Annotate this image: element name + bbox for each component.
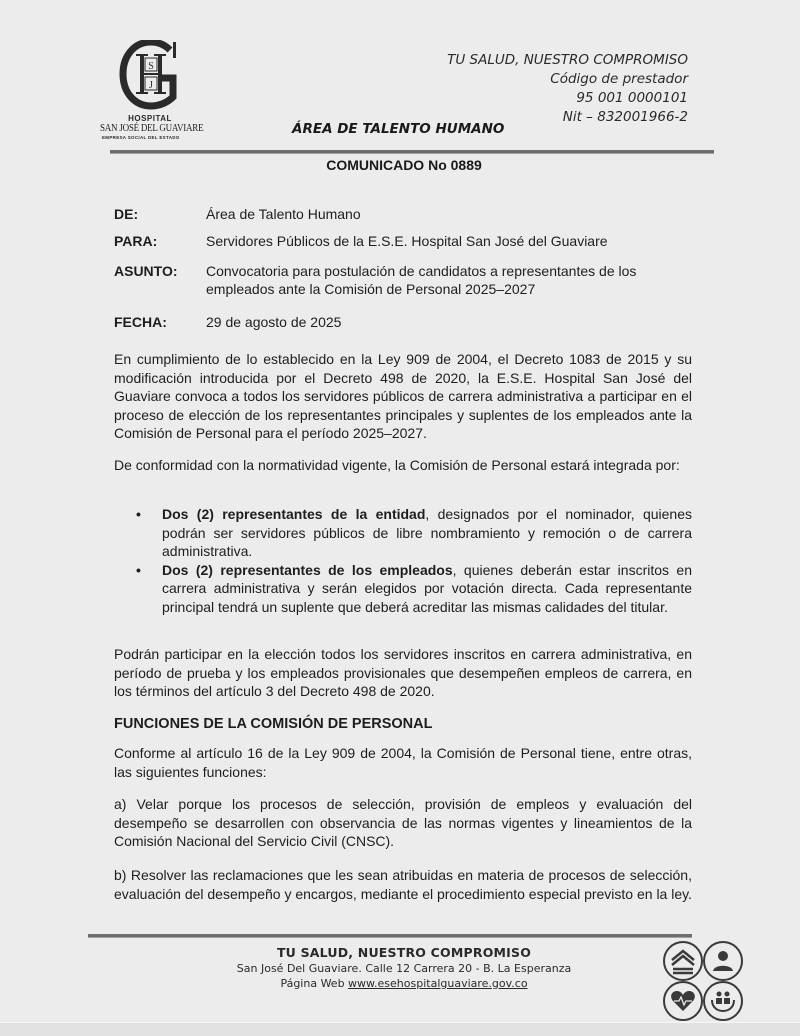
bullet-icon: • — [136, 561, 141, 578]
monogram-logo-icon — [118, 40, 188, 110]
heart-pulse-icon — [664, 982, 702, 1020]
de-value: Área de Talento Humano — [206, 206, 361, 222]
functions-intro-paragraph: Conforme al artículo 16 de la Ley 909 de 2004, la Comisión de Personal tiene, entre otras, las siguientes funciones: — [114, 745, 692, 780]
meta-asunto — [114, 262, 704, 298]
para-value: Servidores Públicos de la E.S.E. Hospital San José del Guaviare — [206, 233, 608, 249]
building-icon — [664, 942, 702, 980]
footer-divider — [88, 934, 692, 938]
list-item-text: , quienes deberán estar inscritos en carrera administrativa y serán elegidos por votación directa. Cada representante principal tendrá un suplente que deberá acreditar las mismas calidades del titular. — [162, 561, 692, 615]
hospital-logo — [100, 40, 204, 140]
meta-fecha — [114, 313, 341, 331]
composition-list — [134, 505, 692, 617]
area-title: ÁREA DE TALENTO HUMANO — [292, 121, 505, 137]
fecha-label: FECHA: — [114, 314, 167, 330]
asunto-value: Convocatoria para postulación de candidatos a representantes de los empleados ante la Comisión de Personal 2025–2027 — [206, 263, 637, 297]
list-item-bold: Dos (2) representantes de los empleados — [162, 561, 453, 578]
provider-code: 95 001 0000101 — [576, 90, 688, 106]
eligibility-paragraph: Podrán participar en la elección todos los servidores inscritos en carrera administrativa, en período de prueba y los empleados provisionales que desempeñen empleos de carrera, en los términos del artículo 3 del Decreto 498 de 2020. — [114, 646, 692, 700]
de-label: DE: — [114, 206, 139, 222]
logo-subtitle: EMPRESA SOCIAL DEL ESTADO — [102, 135, 180, 140]
section-heading: FUNCIONES DE LA COMISIÓN DE PERSONAL — [114, 716, 433, 732]
composition-paragraph: De conformidad con la normatividad vigente, la Comisión de Personal estará integrada por: — [114, 457, 680, 473]
footer-address: San José Del Guaviare. Calle 12 Carrera 20 - B. La Esperanza — [236, 962, 572, 975]
header-divider — [110, 150, 714, 154]
logo-letter-s: S — [148, 61, 154, 72]
meta-de — [114, 205, 361, 223]
footer-services-emblem — [662, 940, 744, 1022]
family-care-icon — [704, 982, 742, 1020]
doctor-icon — [704, 942, 742, 980]
logo-hospital-name: SAN JOSÉ DEL GUAVIARE — [100, 122, 204, 134]
function-b: b) Resolver las reclamaciones que les sean atribuidas en materia de procesos de selección, evaluación del desempeño y encargos, mediante el procedimiento especial previsto en la ley. — [114, 867, 692, 902]
footer-motto: TU SALUD, NUESTRO COMPROMISO — [276, 945, 532, 960]
meta-para — [114, 232, 608, 250]
function-a: a) Velar porque los procesos de selección, provisión de empleos y evaluación del desempeño se desarrollen con observancia de las normas vigentes y lineamientos de la Comisión Nacional del Servicio Civil (CNSC). — [114, 796, 692, 850]
para-label: PARA: — [114, 233, 158, 249]
fecha-value: 29 de agosto de 2025 — [206, 314, 342, 330]
provider-code-label: Código de prestador — [550, 71, 688, 87]
logo-hospital-label: HOSPITAL — [128, 114, 172, 123]
logo-letter-j: J — [149, 80, 153, 91]
document-title: COMUNICADO No 0889 — [326, 157, 482, 173]
list-item — [134, 505, 692, 561]
header-motto: TU SALUD, NUESTRO COMPROMISO — [447, 52, 688, 68]
asunto-label: ASUNTO: — [114, 263, 178, 279]
list-item — [134, 561, 692, 617]
list-item-bold: Dos (2) representantes de la entidad — [162, 506, 426, 522]
intro-paragraph: En cumplimiento de lo establecido en la Ley 909 de 2004, el Decreto 1083 de 2015 y su modificación introducida por el Decreto 498 de 2020, la E.S.E. Hospital San José del Guaviare convoca a todos los servidores públicos de carrera administrativa a participar en el proceso de elección de los representantes principales y suplentes de los empleados ante la Comisión de Personal para el período 2025–2027. — [114, 351, 692, 442]
footer-web-label: Página Web — [280, 977, 345, 990]
viewer-bottom-bar — [0, 1022, 800, 1036]
bullet-icon: • — [136, 506, 141, 522]
list-item-text: , designados por el nominador, quienes podrán ser servidores públicos de libre nombramiento y remoción o de carrera administrativa. — [162, 506, 692, 560]
footer-web-link[interactable]: www.esehospitalguaviare.gov.co — [348, 977, 528, 990]
nit-number: Nit – 832001966-2 — [562, 109, 688, 125]
header-info — [447, 51, 688, 127]
